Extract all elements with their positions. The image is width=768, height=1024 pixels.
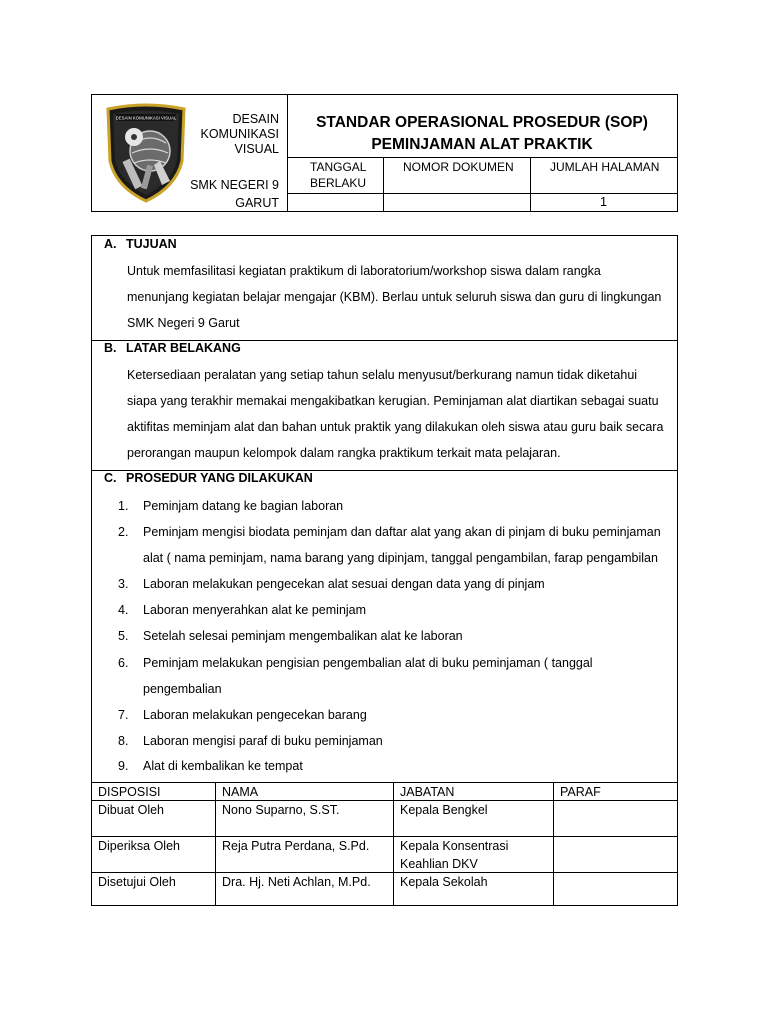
signoff-disposisi: Diperiksa Oleh [98, 839, 180, 853]
department-name [195, 112, 279, 157]
document-title: STANDAR OPERASIONAL PROSEDUR (SOP) [316, 114, 648, 131]
procedure-step-continued: pengembalian [143, 682, 222, 696]
signoff-row-divider [92, 872, 677, 873]
column-divider [215, 782, 216, 906]
header-label-line: BERLAKU [310, 176, 367, 190]
text-line: menunjang kegiatan belajar mengajar (KBM). Berlau untuk seluruh siswa dan guru di lingkungan [127, 290, 662, 304]
signoff-nama: Dra. Hj. Neti Achlan, M.Pd. [222, 875, 371, 889]
step-text: Peminjam melakukan pengisian pengembalian alat di buku peminjaman ( tanggal [143, 656, 593, 670]
department-line: DESAIN [232, 112, 279, 126]
step-number: 4. [118, 603, 129, 617]
step-number: 8. [118, 734, 129, 748]
step-number: 3. [118, 577, 129, 591]
section-a-heading [104, 237, 177, 251]
document-subtitle: PEMINJAMAN ALAT PRAKTIK [371, 136, 593, 153]
step-text: Laboran melakukan pengecekan barang [143, 708, 367, 722]
sop-body-table [91, 235, 678, 906]
signoff-nama: Reja Putra Perdana, S.Pd. [222, 839, 370, 853]
step-text: Laboran mengisi paraf di buku peminjaman [143, 734, 383, 748]
procedure-step [118, 493, 670, 519]
value-jumlah-halaman: 1 [599, 194, 608, 209]
signoff-jabatan: Kepala Sekolah [400, 875, 488, 889]
procedure-step [118, 623, 670, 649]
jabatan-line: Kepala Konsentrasi [400, 839, 509, 853]
divider [383, 157, 384, 211]
procedure-step [118, 571, 670, 597]
school-name-line: GARUT [235, 196, 279, 210]
signoff-header-paraf: PARAF [560, 785, 601, 799]
section-b-heading [104, 341, 241, 355]
text-line: Ketersediaan peralatan yang setiap tahun selalu menyusut/berkurang namun tidak diketahui [127, 368, 638, 382]
text-line: SMK Negeri 9 Garut [127, 316, 240, 330]
section-letter: A. [104, 237, 117, 251]
signoff-disposisi: Disetujui Oleh [98, 875, 176, 889]
step-number: 9. [118, 759, 129, 773]
text-line: perorangan maupun kelompok dalam rangka praktikum terkait mata pelajaran. [127, 446, 561, 460]
department-line: KOMUNIKASI [200, 127, 279, 141]
section-letter: B. [104, 341, 117, 355]
sop-header-table [91, 94, 678, 212]
section-b-text [127, 362, 671, 466]
signoff-jabatan: Kepala Bengkel [400, 803, 488, 817]
step-text: Alat di kembalikan ke tempat [143, 759, 303, 773]
signoff-disposisi: Dibuat Oleh [98, 803, 165, 817]
procedure-step [118, 728, 670, 754]
step-text: Peminjam mengisi biodata peminjam dan daftar alat yang akan di pinjam di buku peminjaman [143, 525, 661, 539]
procedure-step [118, 753, 670, 779]
jabatan-line: Keahlian DKV [400, 857, 478, 871]
signoff-jabatan [400, 837, 508, 873]
signoff-header-nama: NAMA [222, 785, 259, 799]
text-line: aktifitas meminjam alat dan bahan untuk praktik yang dilakukan oleh siswa atau guru baik secara [127, 420, 664, 434]
section-title: LATAR BELAKANG [126, 341, 241, 355]
divider [287, 157, 678, 158]
step-text: Peminjam datang ke bagian laboran [143, 499, 344, 513]
step-number: 6. [118, 656, 129, 670]
procedure-step [118, 519, 670, 545]
section-a-text [127, 258, 671, 336]
text-line: Untuk memfasilitasi kegiatan praktikum di laboratorium/workshop siswa dalam rangka [127, 264, 601, 278]
step-number: 7. [118, 708, 129, 722]
text-line: siapa yang terakhir memakai mengakibatkan kerugian. Peminjaman alat diartikan sebagai suatu [127, 394, 659, 408]
step-text: Setelah selesai peminjam mengembalikan alat ke laboran [143, 629, 463, 643]
section-c-heading [104, 471, 313, 485]
svg-text:DESAIN KOMUNIKASI VISUAL: DESAIN KOMUNIKASI VISUAL [115, 115, 177, 121]
school-name-line: SMK NEGERI 9 [190, 178, 279, 192]
department-line: VISUAL [234, 142, 279, 156]
section-title: PROSEDUR YANG DILAKUKAN [126, 471, 313, 485]
procedure-step-continued: alat ( nama peminjam, nama barang yang dipinjam, tanggal pengambilan, farap pengambilan [143, 551, 658, 565]
step-number: 2. [118, 525, 129, 539]
col-header-tanggal-berlaku [310, 159, 366, 191]
signoff-header-jabatan: JABATAN [400, 785, 455, 799]
logo-cell [92, 95, 288, 211]
step-text: Laboran melakukan pengecekan alat sesuai dengan data yang di pinjam [143, 577, 545, 591]
step-text: Laboran menyerahkan alat ke peminjam [143, 603, 367, 617]
step-number: 5. [118, 629, 129, 643]
dkv-shield-logo [104, 103, 188, 203]
step-number: 1. [118, 499, 129, 513]
signoff-nama: Nono Suparno, S.ST. [222, 803, 340, 817]
procedure-step [118, 702, 670, 728]
signoff-header-disposisi: DISPOSISI [98, 785, 161, 799]
header-label-line: TANGGAL [310, 160, 367, 174]
section-title: TUJUAN [126, 237, 177, 251]
procedure-step [118, 650, 670, 676]
column-divider [553, 782, 554, 906]
col-header-nomor-dokumen: NOMOR DOKUMEN [403, 160, 514, 174]
section-letter: C. [104, 471, 117, 485]
procedure-step [118, 597, 670, 623]
column-divider [393, 782, 394, 906]
col-header-jumlah-halaman: JUMLAH HALAMAN [550, 160, 660, 174]
